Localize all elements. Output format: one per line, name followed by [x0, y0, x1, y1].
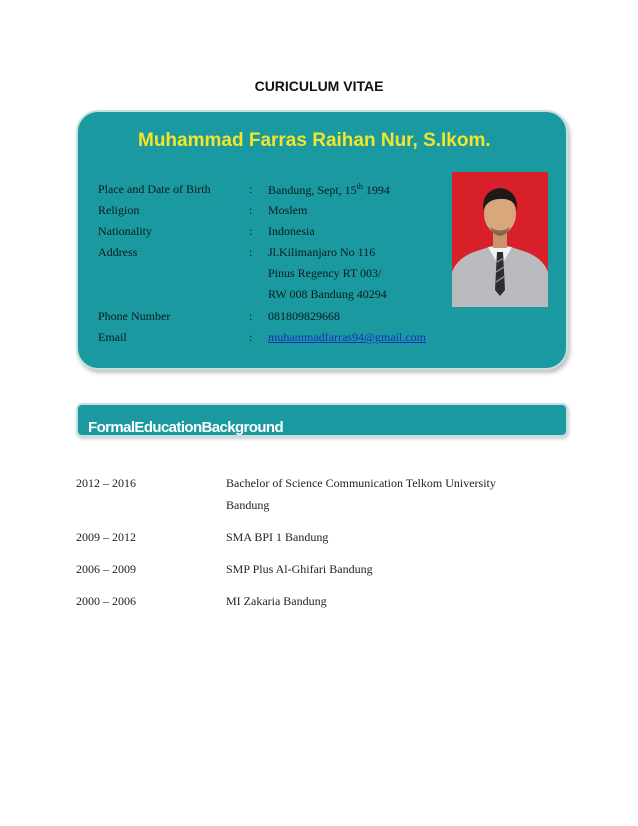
- birth-sup: th: [356, 182, 363, 191]
- field-value: Jl.Kilimanjaro No 116: [268, 245, 376, 259]
- education-years: 2000 – 2006: [76, 594, 136, 608]
- school-line: MI Zakaria Bandung: [226, 594, 327, 608]
- field-label: Nationality: [98, 224, 152, 238]
- field-colon: :: [249, 330, 253, 344]
- education-school: [226, 590, 526, 612]
- field-value: Moslem: [268, 203, 308, 217]
- education-school: [226, 472, 526, 516]
- field-colon: :: [249, 309, 253, 323]
- field-label: Place and Date of Birth: [98, 182, 211, 196]
- field-colon: :: [249, 203, 253, 217]
- profile-card: [76, 110, 568, 370]
- education-years: 2012 – 2016: [76, 476, 136, 490]
- education-school: [226, 558, 526, 580]
- field-value: [268, 182, 390, 198]
- profile-photo: [452, 172, 548, 307]
- birth-year: 1994: [362, 183, 390, 197]
- education-years: 2009 – 2012: [76, 530, 136, 544]
- field-colon: :: [249, 245, 253, 259]
- school-line: SMA BPI 1 Bandung: [226, 530, 329, 544]
- person-portrait: [452, 172, 548, 307]
- school-line: Bachelor of Science Communication Telkom University: [226, 476, 496, 490]
- education-school: [226, 526, 526, 548]
- education-years: 2006 – 2009: [76, 562, 136, 576]
- field-label: Religion: [98, 203, 140, 217]
- field-value: RW 008 Bandung 40294: [268, 287, 387, 301]
- field-colon: :: [249, 182, 253, 196]
- birth-text: Bandung, Sept, 15: [268, 183, 357, 197]
- field-value: Pinus Regency RT 003/: [268, 266, 382, 280]
- field-colon: :: [249, 224, 253, 238]
- education-section-title: FormalEducationBackground: [88, 419, 284, 436]
- email-link[interactable]: muhammadfarras94@gmail.com: [268, 330, 427, 344]
- field-value: 081809829668: [268, 309, 340, 323]
- field-label: Phone Number: [98, 309, 171, 323]
- education-section-header: [76, 403, 568, 437]
- field-label: Address: [98, 245, 138, 259]
- school-line: Bandung: [226, 498, 270, 512]
- school-line: SMP Plus Al-Ghifari Bandung: [226, 562, 373, 576]
- field-label: Email: [98, 330, 127, 344]
- field-value: Indonesia: [268, 224, 315, 238]
- person-name: Muhammad Farras Raihan Nur, S.Ikom.: [138, 130, 491, 151]
- document-title: CURICULUM VITAE: [254, 78, 384, 94]
